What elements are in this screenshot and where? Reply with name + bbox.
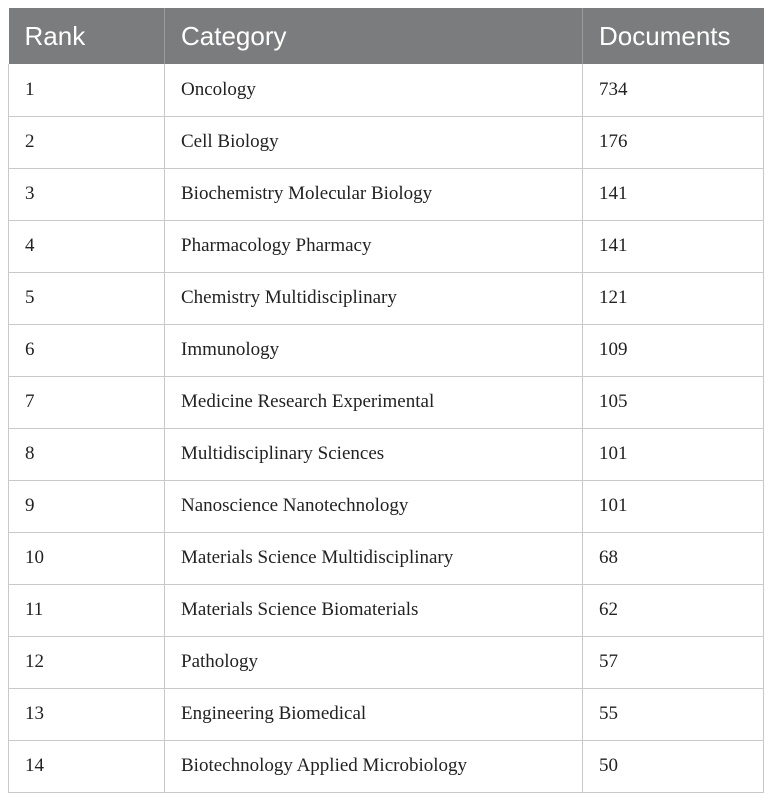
documents-cell: 101 xyxy=(583,428,764,480)
table-row xyxy=(9,116,764,168)
rank-cell: 12 xyxy=(9,636,165,688)
table-row xyxy=(9,480,764,532)
rank-cell: 13 xyxy=(9,688,165,740)
rank-cell: 3 xyxy=(9,168,165,220)
rank-cell: 6 xyxy=(9,324,165,376)
table-row xyxy=(9,64,764,116)
category-cell: Materials Science Multidisciplinary xyxy=(165,532,583,584)
documents-cell: 57 xyxy=(583,636,764,688)
rank-cell: 1 xyxy=(9,64,165,116)
header-row xyxy=(9,8,764,64)
table-row xyxy=(9,324,764,376)
category-cell: Immunology xyxy=(165,324,583,376)
rank-cell: 9 xyxy=(9,480,165,532)
category-cell: Multidisciplinary Sciences xyxy=(165,428,583,480)
table-body xyxy=(9,64,764,792)
rank-cell: 8 xyxy=(9,428,165,480)
documents-cell: 141 xyxy=(583,220,764,272)
documents-cell: 121 xyxy=(583,272,764,324)
header-category: Category xyxy=(165,8,583,64)
documents-cell: 109 xyxy=(583,324,764,376)
documents-cell: 176 xyxy=(583,116,764,168)
rank-cell: 7 xyxy=(9,376,165,428)
table-row xyxy=(9,584,764,636)
documents-cell: 50 xyxy=(583,740,764,792)
documents-cell: 62 xyxy=(583,584,764,636)
category-cell: Biotechnology Applied Microbiology xyxy=(165,740,583,792)
category-cell: Oncology xyxy=(165,64,583,116)
category-cell: Biochemistry Molecular Biology xyxy=(165,168,583,220)
header-rank: Rank xyxy=(9,8,165,64)
rank-cell: 4 xyxy=(9,220,165,272)
table-row xyxy=(9,220,764,272)
header-documents: Documents xyxy=(583,8,764,64)
documents-cell: 141 xyxy=(583,168,764,220)
table-row xyxy=(9,272,764,324)
rank-cell: 14 xyxy=(9,740,165,792)
documents-cell: 105 xyxy=(583,376,764,428)
table-row xyxy=(9,740,764,792)
category-cell: Chemistry Multidisciplinary xyxy=(165,272,583,324)
rank-cell: 11 xyxy=(9,584,165,636)
category-table xyxy=(8,8,764,793)
documents-cell: 55 xyxy=(583,688,764,740)
documents-cell: 68 xyxy=(583,532,764,584)
category-cell: Medicine Research Experimental xyxy=(165,376,583,428)
table-row xyxy=(9,168,764,220)
rank-cell: 10 xyxy=(9,532,165,584)
category-table-container xyxy=(8,8,763,793)
documents-cell: 734 xyxy=(583,64,764,116)
category-cell: Pathology xyxy=(165,636,583,688)
rank-cell: 5 xyxy=(9,272,165,324)
documents-cell: 101 xyxy=(583,480,764,532)
table-row xyxy=(9,688,764,740)
category-cell: Nanoscience Nanotechnology xyxy=(165,480,583,532)
table-header xyxy=(9,8,764,64)
category-cell: Engineering Biomedical xyxy=(165,688,583,740)
category-cell: Materials Science Biomaterials xyxy=(165,584,583,636)
table-row xyxy=(9,532,764,584)
category-cell: Pharmacology Pharmacy xyxy=(165,220,583,272)
table-row xyxy=(9,636,764,688)
table-row xyxy=(9,428,764,480)
table-row xyxy=(9,376,764,428)
category-cell: Cell Biology xyxy=(165,116,583,168)
rank-cell: 2 xyxy=(9,116,165,168)
